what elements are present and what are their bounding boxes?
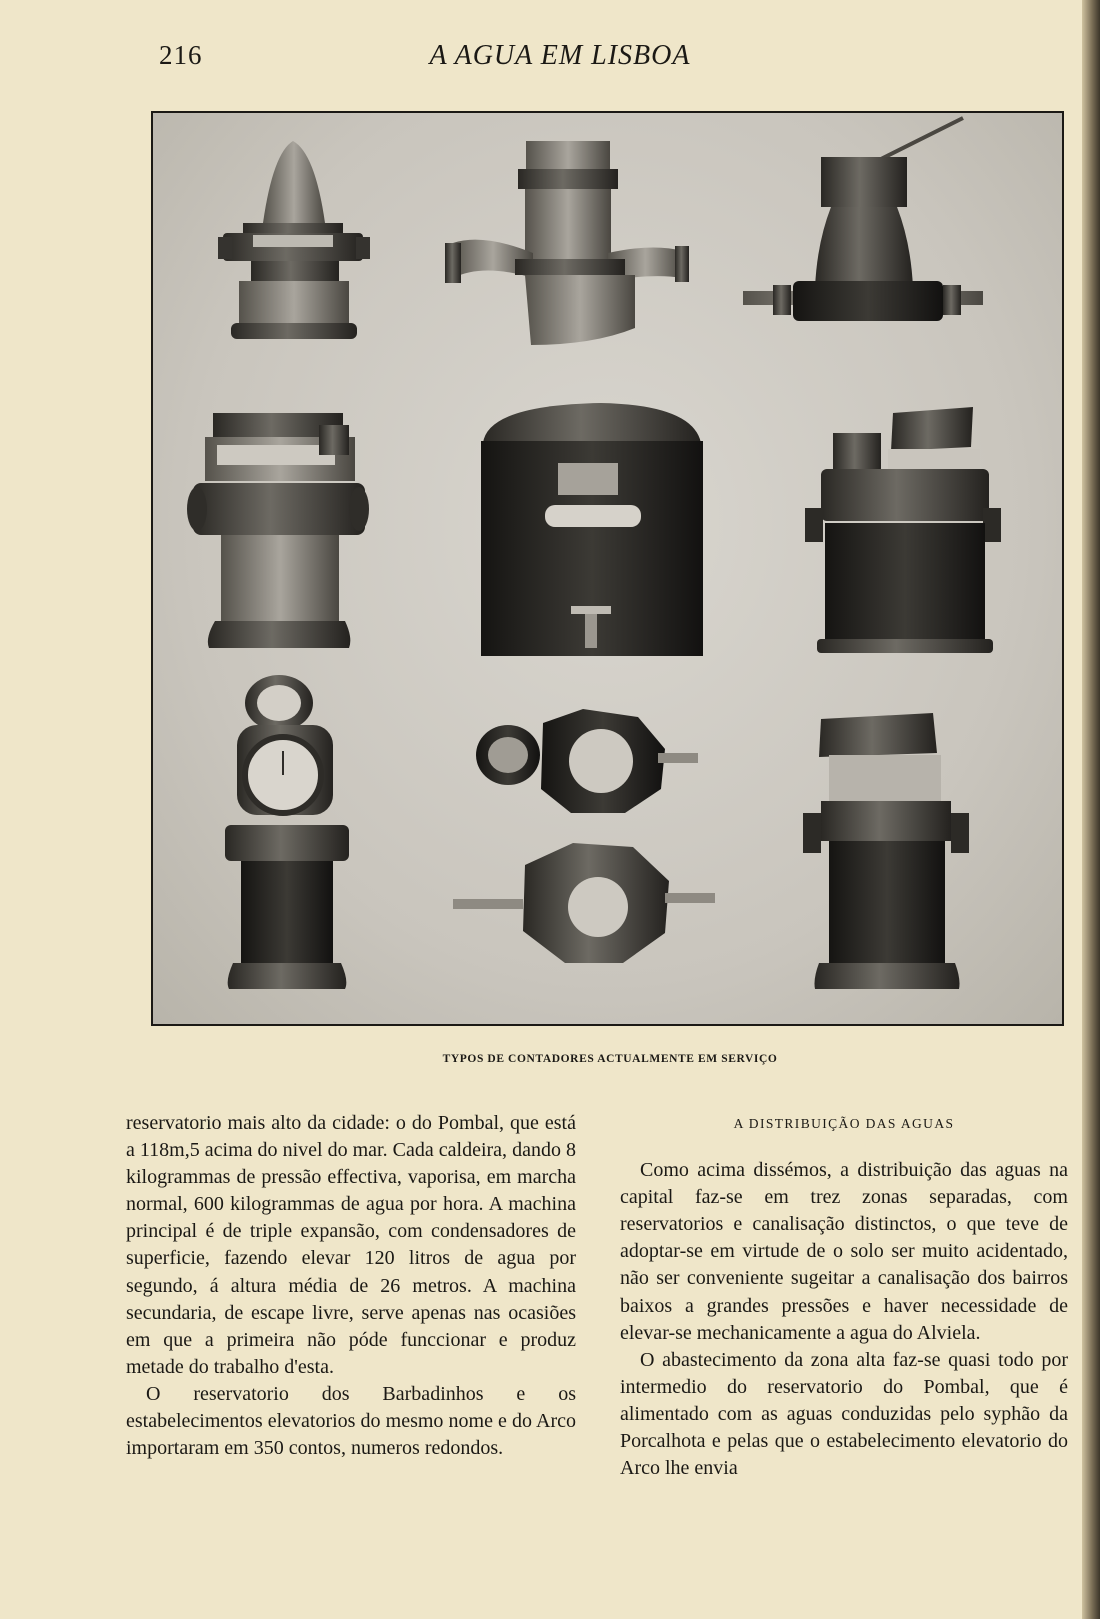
water-meter-conical (218, 141, 370, 339)
water-meters-photograph (151, 111, 1064, 1026)
left-column (126, 1110, 576, 1462)
water-meter-pipe-body (445, 141, 689, 345)
figure-caption: TYPOS DE CONTADORES ACTUALMENTE EM SERVIÇO (442, 1053, 778, 1065)
right-column (620, 1110, 1068, 1482)
paragraph: Como acima dissémos, a distribuição das aguas na capital faz-se em trez zonas separadas, com reservatorios e canalisação distinctos, o que teve de adoptar-se em virtude de o solo ser muito acidentado, não ser conveniente sugeitar a canalisação dos bairros baixos a grandes pressões e haver necessidade de elevar-se mechanicamente a agua do Alviela. (620, 1159, 1068, 1344)
page-edge-shadow (1082, 0, 1100, 1619)
paragraph: O abastecimento da zona alta faz-se quasi todo por intermedio do reservatorio do Pombal, que é alimentado com as aguas conduzidas pelo syphão da Porcalhota e pelas que o estabelecimento elevatorio do Arco lhe envia (620, 1348, 1068, 1480)
water-meter-cabinet (481, 403, 703, 656)
page-number: 216 (159, 40, 203, 70)
water-meter-round-upper (476, 709, 698, 813)
water-meter-open-lid (225, 675, 349, 989)
water-meter-bell (743, 118, 983, 321)
water-meter-box-top (803, 713, 969, 989)
section-heading: A DISTRIBUIÇÃO DAS AGUAS (733, 1116, 955, 1131)
paragraph: O reservatorio dos Barbadinhos e os estabelecimentos elevatorios do mesmo nome e do Arco importaram em 350 contos, numeros redondos. (126, 1382, 576, 1460)
running-title: A AGUA EM LISBOA (429, 40, 691, 71)
paragraph: reservatorio mais alto da cidade: o do Pombal, que está a 118m,5 acima do nivel do mar. Cada caldeira, dando 8 kilogrammas de pressão effectiva, vaporisa, em marcha normal, 600 kilogrammas de agua por hora. A machina principal é de triple expansão, com condensadores de superficie, fazendo elevar 120 litros de agua por segundo, á altura média de 26 metros. A machina secundaria, de escape livre, serve apenas nas ocasiões em que a primeira não póde funccionar e produz metade do trabalho d'esta. (126, 1112, 576, 1378)
water-meter-round-lower (453, 843, 715, 963)
water-meter-double-cap (805, 407, 1001, 653)
water-meter-dial-box (187, 413, 369, 648)
